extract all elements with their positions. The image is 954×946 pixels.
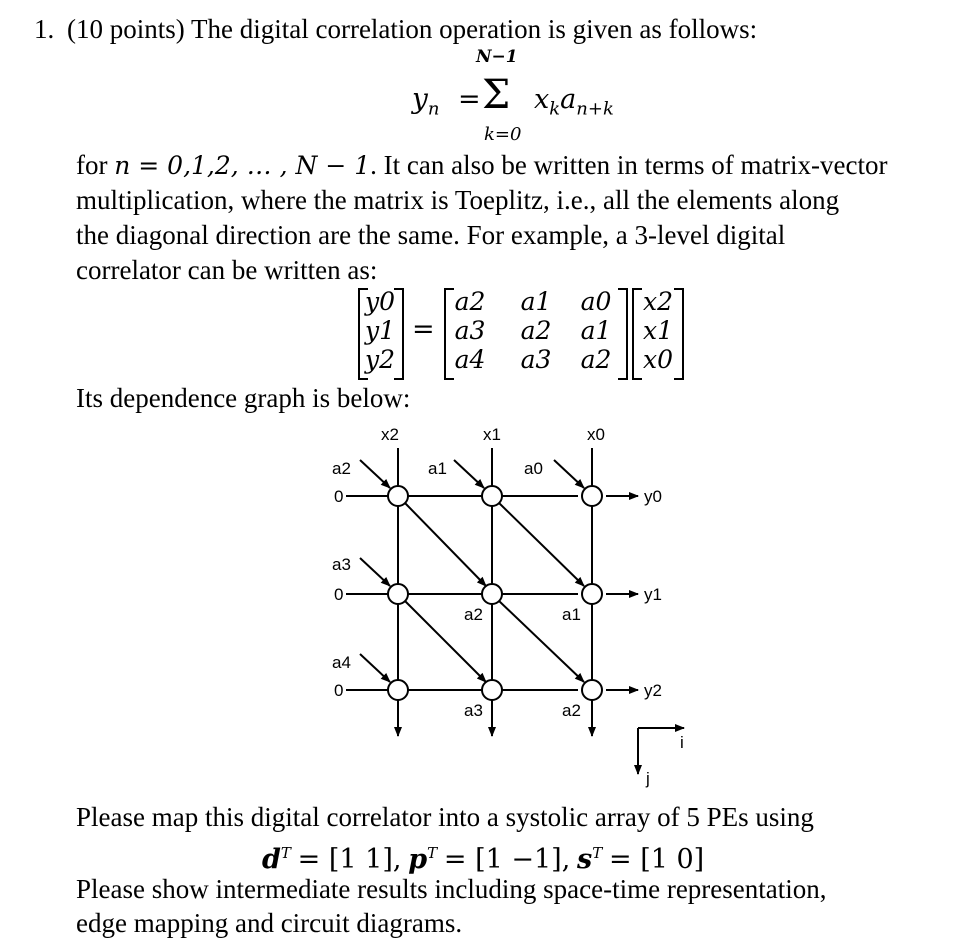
pe-node bbox=[388, 486, 408, 506]
paragraph-line-1 bbox=[76, 148, 887, 183]
matrix-cell: a2 bbox=[580, 345, 612, 374]
sum-term-x: x bbox=[534, 84, 550, 115]
paragraph-suffix: . It can also be written in terms of matrix-vector bbox=[370, 150, 888, 180]
diag-input-arrow bbox=[360, 460, 390, 488]
matrix-cell: a2 bbox=[520, 316, 552, 345]
bottom-label: a3 bbox=[464, 701, 483, 720]
output-label-y0: y0 bbox=[644, 487, 662, 506]
matrix-cell: a3 bbox=[454, 316, 486, 345]
task-line-1: Please map this digital correlator into a systolic array of 5 PEs using bbox=[76, 802, 814, 832]
left-zero-label: 0 bbox=[334, 585, 344, 604]
x-entry: x0 bbox=[642, 345, 673, 374]
matrix-bracket-right bbox=[618, 288, 628, 380]
sum-term-a: a bbox=[560, 84, 577, 115]
s-sup: T bbox=[592, 844, 603, 862]
d-sup: T bbox=[280, 844, 291, 862]
matrix-cell: a2 bbox=[454, 287, 486, 316]
pe-node bbox=[482, 680, 502, 700]
problem-heading bbox=[34, 12, 757, 47]
matrix-col-3 bbox=[574, 287, 618, 374]
pe-node bbox=[388, 680, 408, 700]
p-label: p bbox=[408, 844, 428, 875]
graph-caption: Its dependence graph is below: bbox=[76, 383, 411, 413]
top-label-x1: x1 bbox=[483, 425, 501, 444]
pe-node bbox=[582, 486, 602, 506]
diag-input-arrow bbox=[554, 460, 584, 488]
paragraph-line-4: correlator can be written as: bbox=[76, 255, 378, 285]
problem-points: (10 points) bbox=[67, 14, 185, 44]
top-input-label: a0 bbox=[524, 459, 543, 478]
y-entry: y2 bbox=[364, 345, 396, 374]
task-line-4: edge mapping and circuit diagrams. bbox=[76, 908, 463, 938]
top-input-label: a1 bbox=[428, 459, 447, 478]
d-label: d bbox=[262, 844, 281, 875]
matrix-cell: a4 bbox=[454, 345, 486, 374]
sum-term-a-sub: n+k bbox=[576, 98, 614, 120]
sum-term-x-sub: k bbox=[549, 98, 561, 120]
axis-i-label: i bbox=[680, 733, 684, 752]
matrix-cell: a1 bbox=[580, 316, 612, 345]
sum-lhs-var: y bbox=[412, 82, 428, 115]
sum-lower-limit: k=0 bbox=[484, 124, 522, 145]
pe-node bbox=[482, 486, 502, 506]
y-entry: y0 bbox=[364, 287, 396, 316]
matrix-col-1 bbox=[448, 287, 492, 374]
paragraph-line-3: the diagonal direction are the same. For example, a 3-level digital bbox=[76, 220, 786, 250]
output-label-y1: y1 bbox=[644, 585, 662, 604]
left-zero-label: 0 bbox=[334, 681, 344, 700]
dependence-graph bbox=[320, 418, 720, 798]
d-value: = [1 1], bbox=[297, 844, 402, 875]
pe-node bbox=[388, 584, 408, 604]
left-zero-label: 0 bbox=[334, 487, 344, 506]
pe-node bbox=[482, 584, 502, 604]
matrix-col-2 bbox=[514, 287, 558, 374]
y-vector-bracket-right bbox=[394, 288, 404, 380]
diag-input-arrow bbox=[454, 460, 484, 488]
sum-equals: = bbox=[458, 84, 481, 115]
paragraph-line-2: multiplication, where the matrix is Toeplitz, i.e., all the elements along bbox=[76, 185, 840, 215]
problem-number: 1. bbox=[34, 14, 55, 44]
axis-j-label: j bbox=[646, 769, 650, 788]
sum-lhs bbox=[412, 82, 439, 120]
inner-label: a1 bbox=[562, 605, 581, 624]
paragraph-math: n = 0,1,2, … , N − 1 bbox=[114, 151, 371, 180]
pe-node bbox=[582, 584, 602, 604]
top-label-x0: x0 bbox=[587, 425, 605, 444]
left-coeff-label: a2 bbox=[332, 459, 351, 478]
output-label-y2: y2 bbox=[644, 681, 662, 700]
s-value: = [1 0] bbox=[609, 844, 705, 875]
diag-input-arrow bbox=[360, 558, 390, 586]
sum-term bbox=[534, 84, 614, 119]
pe-node bbox=[582, 680, 602, 700]
paragraph-prefix: for bbox=[76, 150, 115, 180]
diag-input-arrow bbox=[360, 654, 390, 682]
s-label: s bbox=[577, 844, 593, 875]
matrix-cell: a0 bbox=[580, 287, 612, 316]
p-sup: T bbox=[427, 844, 438, 862]
diag-internal-arrow bbox=[404, 502, 486, 586]
bottom-label: a2 bbox=[562, 701, 581, 720]
x-entry: x1 bbox=[642, 316, 673, 345]
sum-upper-limit: N−1 bbox=[476, 47, 518, 67]
x-entry: x2 bbox=[642, 287, 673, 316]
inner-label: a2 bbox=[464, 605, 483, 624]
p-value: = [1 −1], bbox=[443, 844, 571, 875]
matrix-equals: = bbox=[412, 314, 435, 345]
diag-internal-arrow bbox=[498, 502, 584, 586]
left-coeff-label: a3 bbox=[332, 555, 351, 574]
y-vector bbox=[364, 287, 396, 374]
matrix-cell: a1 bbox=[520, 287, 552, 316]
y-entry: y1 bbox=[364, 316, 396, 345]
top-label-x2: x2 bbox=[381, 425, 399, 444]
left-coeff-label: a4 bbox=[332, 653, 351, 672]
task-line-3: Please show intermediate results including space-time representation, bbox=[76, 874, 827, 904]
sigma-symbol: Σ bbox=[482, 72, 511, 118]
matrix-cell: a3 bbox=[520, 345, 552, 374]
x-vector-bracket-right bbox=[674, 288, 684, 380]
sum-lhs-sub: n bbox=[427, 98, 440, 120]
problem-intro: The digital correlation operation is given as follows: bbox=[191, 14, 758, 44]
task-vectors bbox=[262, 836, 704, 877]
